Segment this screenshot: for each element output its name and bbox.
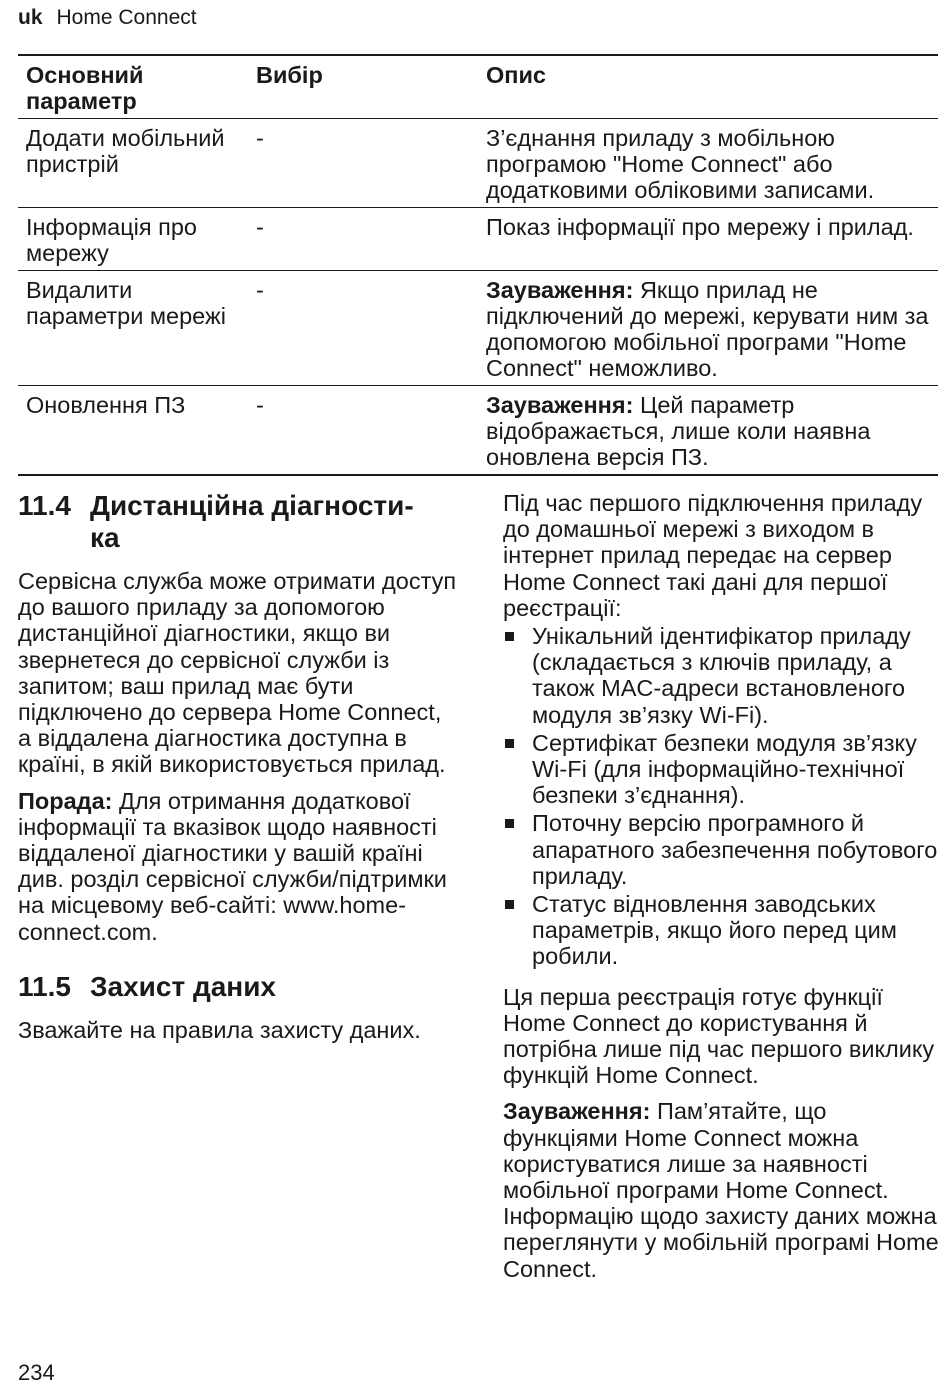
square-bullet-icon [505,632,514,641]
table-row [18,386,938,476]
list-item: Статус відновлення заводських параметрів, якщо його перед цим робили. [503,891,943,970]
section-11-4-heading [18,490,458,554]
description-cell [478,386,938,476]
header-title: Home Connect [56,6,197,29]
choice-cell: - [248,119,478,208]
column-header-description: Опис [478,55,938,119]
note-text: Пам’ятайте, що функціями Home Connect можна користуватися лише за наявності мобільної програми Home Connect. Інформацію щодо захисту даних можна переглянути у мобільній програмі Home Connect. [503,1098,939,1282]
section-number: 11.5 [18,970,71,1002]
description-text: Цей параметр відображається, лише коли наявна оновлена версія ПЗ. [486,392,871,470]
description-cell [478,208,938,271]
choice-cell: - [248,208,478,271]
square-bullet-icon [505,739,514,748]
list-item: Поточну версію програмного й апаратного забезпечення побутового приладу. [503,810,943,889]
description-text: Якщо прилад не підключений до мережі, керувати ним за допомогою мобільної програми "Home Connect" неможливо. [486,277,929,381]
settings-table [18,54,938,476]
note-label: Зауваження: [486,277,634,303]
note-label: Зауваження: [486,392,634,418]
data-protection-paragraph: Зважайте на правила захисту даних. [18,1016,421,1043]
param-cell: Додати мобільний пристрій [18,119,248,208]
tip-text: Для отримання додаткової інформації та вказівок щодо наявності віддаленої діагностики у вашій країні див. розділ сервісної служби/підтримки на місцевому веб-сайті: www.home-connect.com. [18,787,447,945]
left-column [18,490,458,1053]
column-header-choice: Вибір [248,55,478,119]
section-11-5-heading [18,971,458,1003]
param-cell: Оновлення ПЗ [18,386,248,476]
page-number: 234 [18,1360,55,1385]
section-title: Захист даних [90,970,277,1002]
first-registration-paragraph: Ця перша реєстрація готує функції Home Connect до користування й потрібна лише під час першого виклику функцій Home Connect. [503,983,935,1089]
table-row [18,271,938,386]
tip-label: Порада: [18,787,113,814]
table-row [18,119,938,208]
list-item: Унікальний ідентифікатор приладу (складається з ключів приладу, а також MAC-адреси встановленого модуля зв’язку Wi-Fi). [503,623,943,728]
choice-cell: - [248,386,478,476]
section-title-line2: ка [90,522,120,553]
square-bullet-icon [505,819,514,828]
description-cell [478,119,938,208]
section-number: 11.4 [18,490,71,521]
table-row [18,208,938,271]
registration-data-list [503,623,943,970]
tip-paragraph [18,788,458,945]
page-header [18,6,197,30]
note-label: Зауваження: [503,1098,651,1125]
choice-cell: - [248,271,478,386]
description-cell [478,271,938,386]
right-column [503,490,943,1292]
section-title-line1: Дистанційна діагности- [90,490,414,521]
description-text: З’єднання приладу з мобільною програмою "Home Connect" або додатковими обліковими записами. [486,125,875,203]
list-item: Сертифікат безпеки модуля зв’язку Wi-Fi (для інформаційно-технічної безпеки з’єднання). [503,730,943,809]
param-cell: Видалити параметри мережі [18,271,248,386]
square-bullet-icon [505,900,514,909]
registration-intro: Під час першого підключення приладу до домашньої мережі з виходом в інтернет прилад передає на сервер Home Connect такі дані для першої реєстрації: [503,490,923,621]
note-paragraph [503,1098,943,1281]
language-code: uk [18,6,43,29]
param-cell: Інформація про мережу [18,208,248,271]
remote-diagnostics-paragraph: Сервісна служба може отримати доступ до вашого приладу за допомогою дистанційної діагностики, якщо ви звернетеся до сервісної служби із запитом; ваш прилад має бути підключено до сервера Home Connect, а віддалена діагностика доступна в країні, в якій використовується прилад. [18,568,457,778]
description-text: Показ інформації про мережу і прилад. [486,214,914,240]
column-header-param: Основний параметр [18,55,248,119]
